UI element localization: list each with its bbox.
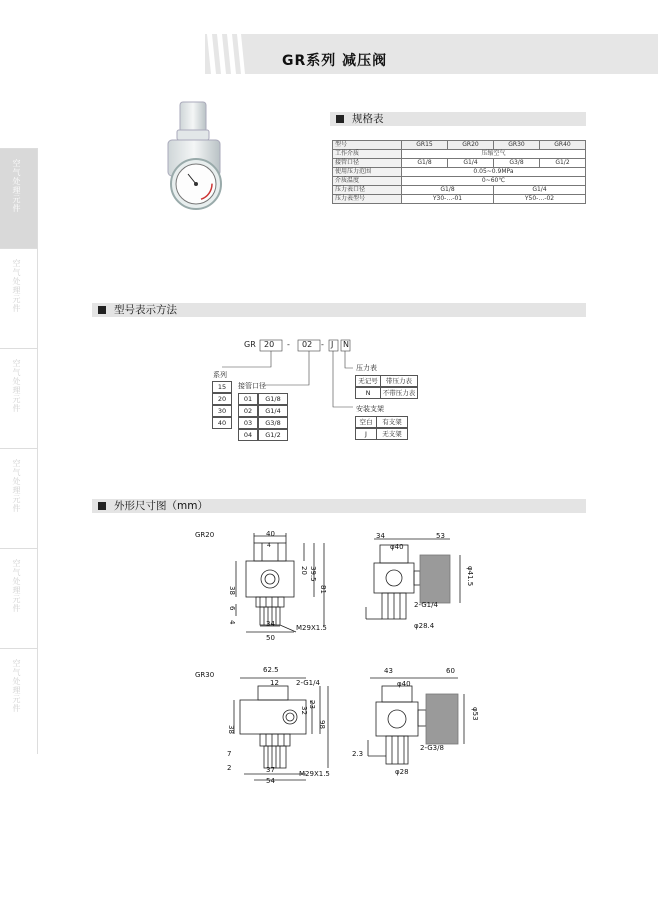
side-tab-1[interactable] — [0, 148, 37, 249]
port-code: 03 — [238, 417, 258, 429]
section-dims-bar — [92, 499, 586, 513]
model-size: 20 — [264, 340, 275, 349]
bracket-code: 空白 — [355, 416, 377, 428]
port-code: 04 — [238, 429, 258, 441]
series-option: 20 — [212, 393, 232, 405]
port-label: 接管口径 — [238, 382, 266, 390]
table-cell: 使用压力范围 — [333, 168, 402, 177]
model-dash: - — [287, 340, 290, 349]
dim-label: 34 — [266, 620, 275, 628]
model-port: 02 — [302, 340, 313, 349]
side-tab-label: 空气处理元件 — [12, 659, 21, 713]
gauge-desc: 不带压力表 — [380, 387, 418, 399]
port-size: G1/4 — [258, 405, 288, 417]
spec-table — [332, 140, 586, 204]
gauge-label: 压力表 — [356, 364, 377, 372]
side-tab-label: 空气处理元件 — [12, 559, 21, 613]
table-cell: 工作介质 — [333, 150, 402, 159]
side-tab-3[interactable] — [0, 348, 37, 449]
dim-label: 20 — [300, 566, 308, 575]
gauge-desc: 带压力表 — [380, 375, 418, 387]
section-spec-title: 规格表 — [352, 113, 384, 125]
bracket-code: J — [355, 428, 377, 440]
dim-label: 40 — [266, 530, 275, 538]
dim-label: 39.5 — [309, 566, 317, 582]
dim-label: 2.3 — [352, 750, 364, 758]
dim-label: M29X1.5 — [299, 770, 330, 778]
table-row — [333, 177, 586, 186]
header-band — [205, 34, 658, 74]
table-cell: G1/8 — [402, 186, 494, 195]
section-bullet-icon — [98, 502, 106, 510]
section-model-title: 型号表示方法 — [114, 304, 177, 316]
bracket-desc: 无支架 — [376, 428, 408, 440]
table-cell: 0~60℃ — [402, 177, 586, 186]
dim-label: 2-G1/4 — [296, 679, 320, 687]
table-cell: 压力表口径 — [333, 186, 402, 195]
table-row — [333, 159, 586, 168]
dim-label: 4 — [267, 542, 271, 549]
dim-label: 37 — [266, 766, 275, 774]
dim-label: 7 — [227, 750, 232, 758]
dim-label: 81 — [319, 585, 327, 594]
gr30-side-drawing — [350, 672, 470, 782]
dim-label: 54 — [266, 777, 275, 785]
dim-label: 2 — [227, 764, 232, 772]
dim-label: 38 — [227, 725, 235, 734]
dim-label: M29X1.5 — [296, 624, 327, 632]
port-code: 02 — [238, 405, 258, 417]
dim-label: 6 — [228, 606, 236, 611]
page-title: GR系列 减压阀 — [282, 53, 388, 69]
table-cell: G3/8 — [494, 159, 540, 168]
port-size: G1/8 — [258, 393, 288, 405]
side-tab-label: 空气处理元件 — [12, 459, 21, 513]
model-dash: - — [321, 340, 324, 349]
table-cell: 压缩空气 — [402, 150, 586, 159]
side-tab-5[interactable] — [0, 548, 37, 649]
section-spec-bar — [330, 112, 586, 126]
section-model-bar — [92, 303, 586, 317]
gr20-side-drawing — [360, 535, 470, 635]
table-cell: 接管口径 — [333, 159, 402, 168]
side-tab-label: 空气处理元件 — [12, 259, 21, 313]
table-row — [333, 195, 586, 204]
section-bullet-icon — [336, 115, 344, 123]
gr30-label: GR30 — [195, 671, 215, 679]
table-cell: 介质温度 — [333, 177, 402, 186]
port-size: G3/8 — [258, 417, 288, 429]
gauge-code: 无记号 — [355, 375, 381, 387]
side-tab-2[interactable] — [0, 248, 37, 349]
section-dims-title: 外形尺寸图（mm） — [114, 500, 208, 512]
section-bullet-icon — [98, 306, 106, 314]
table-cell: 型号 — [333, 141, 402, 150]
side-tab-6[interactable] — [0, 648, 37, 755]
dim-label: 2-G1/4 — [414, 601, 438, 609]
side-tab-4[interactable] — [0, 448, 37, 549]
series-label: 系列 — [213, 371, 227, 379]
table-cell: 0.05~0.9MPa — [402, 168, 586, 177]
dim-label: 43 — [384, 667, 393, 675]
dim-label: 23 — [308, 700, 316, 709]
table-cell: G1/4 — [494, 186, 586, 195]
dim-label: 98 — [318, 720, 326, 729]
dim-label: 62.5 — [263, 666, 279, 674]
dim-label: 12 — [270, 679, 279, 687]
side-tab-label: 空气处理元件 — [12, 159, 21, 213]
table-row — [333, 186, 586, 195]
table-cell: Y50-…-02 — [494, 195, 586, 204]
table-cell: G1/2 — [540, 159, 586, 168]
table-cell: G1/4 — [448, 159, 494, 168]
port-code: 01 — [238, 393, 258, 405]
side-divider — [37, 148, 38, 754]
table-cell: Y30-…-01 — [402, 195, 494, 204]
port-size: G1/2 — [258, 429, 288, 441]
header-stripes — [205, 34, 245, 74]
dim-label: φ40 — [397, 680, 411, 688]
gr20-label: GR20 — [195, 531, 215, 539]
series-option: 15 — [212, 381, 232, 393]
model-gauge: N — [343, 340, 349, 349]
model-bracket: J — [331, 340, 334, 349]
table-row — [333, 168, 586, 177]
dim-label: 60 — [446, 667, 455, 675]
product-photo — [160, 100, 240, 220]
table-cell: 压力表型号 — [333, 195, 402, 204]
dim-label: 32 — [300, 706, 308, 715]
table-cell: GR30 — [494, 141, 540, 150]
table-row — [333, 141, 586, 150]
dim-label: 4 — [228, 620, 236, 625]
table-cell: G1/8 — [402, 159, 448, 168]
series-option: 40 — [212, 417, 232, 429]
series-option: 30 — [212, 405, 232, 417]
table-cell: GR40 — [540, 141, 586, 150]
table-cell: GR15 — [402, 141, 448, 150]
dim-label: 38 — [228, 586, 236, 595]
bracket-desc: 有支架 — [376, 416, 408, 428]
dim-label: φ53 — [471, 707, 479, 721]
side-tab-label: 空气处理元件 — [12, 359, 21, 413]
dim-label: 50 — [266, 634, 275, 642]
dim-label: φ41.5 — [466, 566, 474, 587]
model-prefix: GR — [244, 340, 256, 349]
bracket-label: 安装支架 — [356, 405, 384, 413]
dim-label: 53 — [436, 532, 445, 540]
dim-label: 34 — [376, 532, 385, 540]
gauge-code: N — [355, 387, 381, 399]
table-cell: GR20 — [448, 141, 494, 150]
dim-label: φ28.4 — [414, 622, 435, 630]
dim-label: 2-G3/8 — [420, 744, 444, 752]
dim-label: φ40 — [390, 543, 404, 551]
table-row — [333, 150, 586, 159]
dim-label: φ28 — [395, 768, 409, 776]
